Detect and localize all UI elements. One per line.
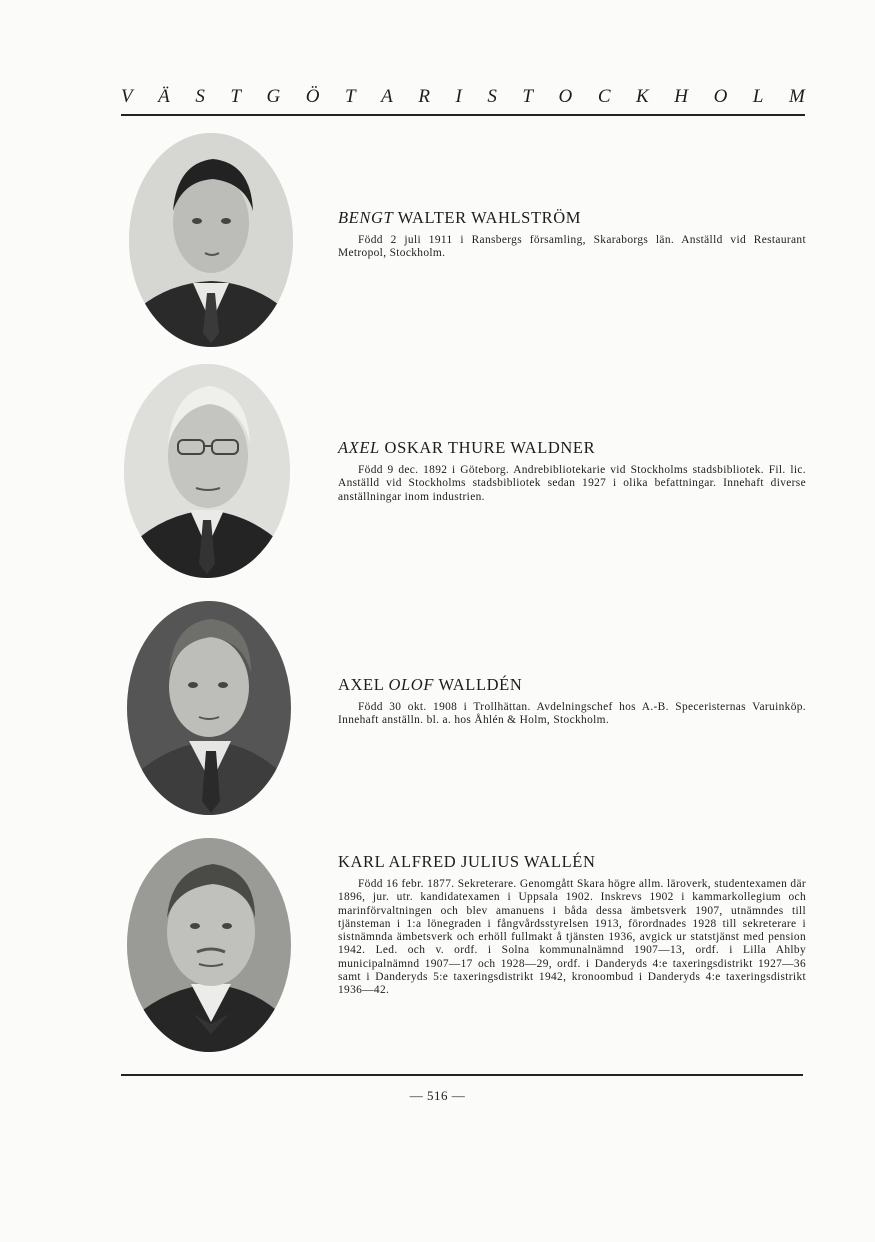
biography-text: Född 9 dec. 1892 i Göteborg. Andrebibliotekarie vid Stockholms stadsbibliotek. Fil. lic. Anställd vid Stockholms stadsbibliotek sedan 1927 i olika befattningar. Innehaft diverse anställningar inom industrien. bbox=[338, 464, 806, 503]
header-letter: A bbox=[381, 86, 393, 107]
header-letter: L bbox=[752, 86, 764, 107]
header-letter: C bbox=[597, 86, 611, 107]
biography-text-block bbox=[338, 675, 806, 728]
name-remainder: WALTER WAHLSTRÖM bbox=[393, 208, 582, 227]
biography-text: Född 2 juli 1911 i Ransbergs församling, Skaraborgs län. Anställd vid Restaurant Metropol, Stockholm. bbox=[338, 234, 806, 260]
name-italic-part: AXEL bbox=[338, 438, 380, 457]
portrait-photo bbox=[127, 601, 291, 815]
person-name bbox=[338, 208, 806, 228]
header-letter: T bbox=[522, 86, 533, 107]
biography-text-block bbox=[338, 852, 806, 998]
running-header bbox=[121, 86, 805, 116]
name-italic-part: OLOF bbox=[388, 675, 435, 694]
biography-text: Född 16 febr. 1877. Sekreterare. Genomgått Skara högre allm. läroverk, studentexamen där 1896, jur. utr. kandidatexamen i Uppsala 1902. Inskrevs 1902 i kammarkollegium och marinförvaltningen och blev amanuens i båda dessa ämbetsverk 1907, utnämndes till tjänsteman i 1:a lönegraden i fångvårdsstyrelsen 1913, förordnades 1928 till sekreterare i sistnämnda ämbetsverk och erhöll fullmakt å tjänsten 1936, avgick ur statstjänst med pension 1942. Led. och v. ordf. i Solna kommunalnämnd 1907—13, ordf. i Lilla Ahlby municipalnämnd 1907—17 och 1928—29, ordf. i Danderyds 4:e taxeringsdistrikt 1927—36 samt i Danderyds 5:e taxeringsdistrikt 1942, kronoombud i Danderyds 4:e taxeringsdistrikt 1936—42. bbox=[338, 878, 806, 997]
header-letter: S bbox=[195, 86, 205, 107]
person-name bbox=[338, 438, 806, 458]
header-letter: H bbox=[674, 86, 689, 107]
header-title bbox=[121, 86, 805, 108]
header-letter: T bbox=[230, 86, 241, 107]
header-letter: G bbox=[266, 86, 281, 107]
header-letter: M bbox=[788, 86, 805, 107]
name-remainder: WALLDÉN bbox=[434, 675, 523, 694]
name-italic-part: BENGT bbox=[338, 208, 394, 227]
header-letter: O bbox=[713, 86, 728, 107]
header-letter: O bbox=[558, 86, 573, 107]
portrait-photo bbox=[129, 133, 293, 347]
person-name: KARL ALFRED JULIUS WALLÉN bbox=[338, 852, 596, 871]
header-letter: T bbox=[345, 86, 356, 107]
header-letter: I bbox=[455, 86, 462, 107]
name-first-part: AXEL bbox=[338, 675, 389, 694]
biography-text-block bbox=[338, 438, 806, 504]
header-letter: Ö bbox=[305, 86, 320, 107]
biography-text-block bbox=[338, 208, 806, 261]
person-name bbox=[338, 675, 806, 695]
header-letter: S bbox=[487, 86, 497, 107]
portrait-photo bbox=[124, 364, 290, 578]
header-letter: K bbox=[636, 86, 649, 107]
name-remainder: OSKAR THURE WALDNER bbox=[379, 438, 596, 457]
portrait-photo bbox=[127, 838, 291, 1052]
header-letter: V bbox=[121, 86, 133, 107]
header-letter: Ä bbox=[158, 86, 170, 107]
header-letter: R bbox=[418, 86, 430, 107]
footer-rule bbox=[121, 1074, 803, 1076]
biography-text: Född 30 okt. 1908 i Trollhättan. Avdelningschef hos A.-B. Speceristernas Varuinköp. Innehaft anställn. bl. a. hos Åhlén & Holm, Stockholm. bbox=[338, 701, 806, 727]
page-number: — 516 — bbox=[409, 1088, 466, 1103]
